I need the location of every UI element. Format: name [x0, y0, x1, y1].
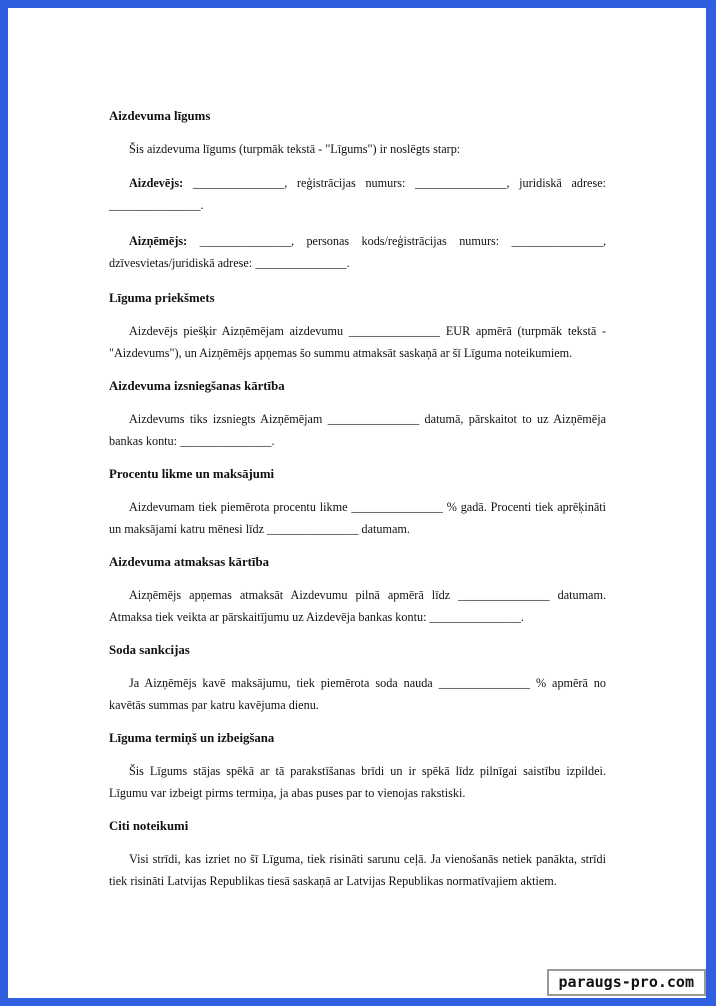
- intro-paragraph: Šis aizdevuma līgums (turpmāk tekstā - "Līgums") ir noslēgts starp:: [129, 142, 461, 156]
- lender-text: _______________, reģistrācijas numurs: _______________, juridiskā adrese: _______________.: [109, 176, 606, 212]
- lender-paragraph: [109, 172, 606, 216]
- section-paragraph: Aizdevumam tiek piemērota procentu likme _______________ % gadā. Procenti tiek aprēķināti un maksājami katru mēnesi līdz _______________ datumam.: [109, 500, 606, 536]
- document-page: [8, 8, 706, 998]
- borrower-paragraph: [109, 230, 606, 274]
- watermark-badge: paraugs-pro.com: [547, 969, 706, 996]
- section-heading: Aizdevuma atmaksas kārtība: [109, 555, 269, 569]
- section-heading: Procentu likme un maksājumi: [109, 467, 275, 481]
- document-content: [109, 106, 606, 904]
- section-heading: Aizdevuma izsniegšanas kārtība: [109, 379, 285, 393]
- lender-label: Aizdevējs:: [129, 176, 184, 190]
- section-paragraph: Aizdevums tiks izsniegts Aizņēmējam _______________ datumā, pārskaitot to uz Aizņēmēja bankas kontu: _______________.: [109, 412, 606, 448]
- borrower-label: Aizņēmējs:: [129, 234, 188, 248]
- section-heading: Līguma termiņš un izbeigšana: [109, 731, 275, 745]
- borrower-text: _______________, personas kods/reģistrācijas numurs: _______________, dzīvesvietas/juridiskā adrese: _______________.: [109, 234, 606, 270]
- section-heading: Līguma priekšmets: [109, 291, 215, 305]
- section-paragraph: Šis Līgums stājas spēkā ar tā parakstīšanas brīdi un ir spēkā līdz pilnīgai saistību izpildei. Līgumu var izbeigt pirms termiņa, ja abas puses par to vienojas rakstiski.: [109, 764, 606, 800]
- document-title: Aizdevuma līgums: [109, 109, 211, 123]
- section-paragraph: Aizņēmējs apņemas atmaksāt Aizdevumu pilnā apmērā līdz _______________ datumam. Atmaksa tiek veikta ar pārskaitījumu uz Aizdevēja bankas kontu: _______________.: [109, 588, 606, 624]
- section-heading: Soda sankcijas: [109, 643, 190, 657]
- section-paragraph: Visi strīdi, kas izriet no šī Līguma, tiek risināti sarunu ceļā. Ja vienošanās netiek panākta, strīdi tiek risināti Latvijas Republikas tiesā saskaņā ar Latvijas Republikas normatīvajiem aktiem.: [109, 852, 606, 888]
- section-paragraph: Ja Aizņēmējs kavē maksājumu, tiek piemērota soda nauda _______________ % apmērā no kavētās summas par katru kavējuma dienu.: [109, 676, 606, 712]
- section-paragraph: Aizdevējs piešķir Aizņēmējam aizdevumu _______________ EUR apmērā (turpmāk tekstā - "Aizdevums"), un Aizņēmējs apņemas šo summu atmaksāt saskaņā ar šī Līguma noteikumiem.: [109, 324, 606, 360]
- section-heading: Citi noteikumi: [109, 819, 189, 833]
